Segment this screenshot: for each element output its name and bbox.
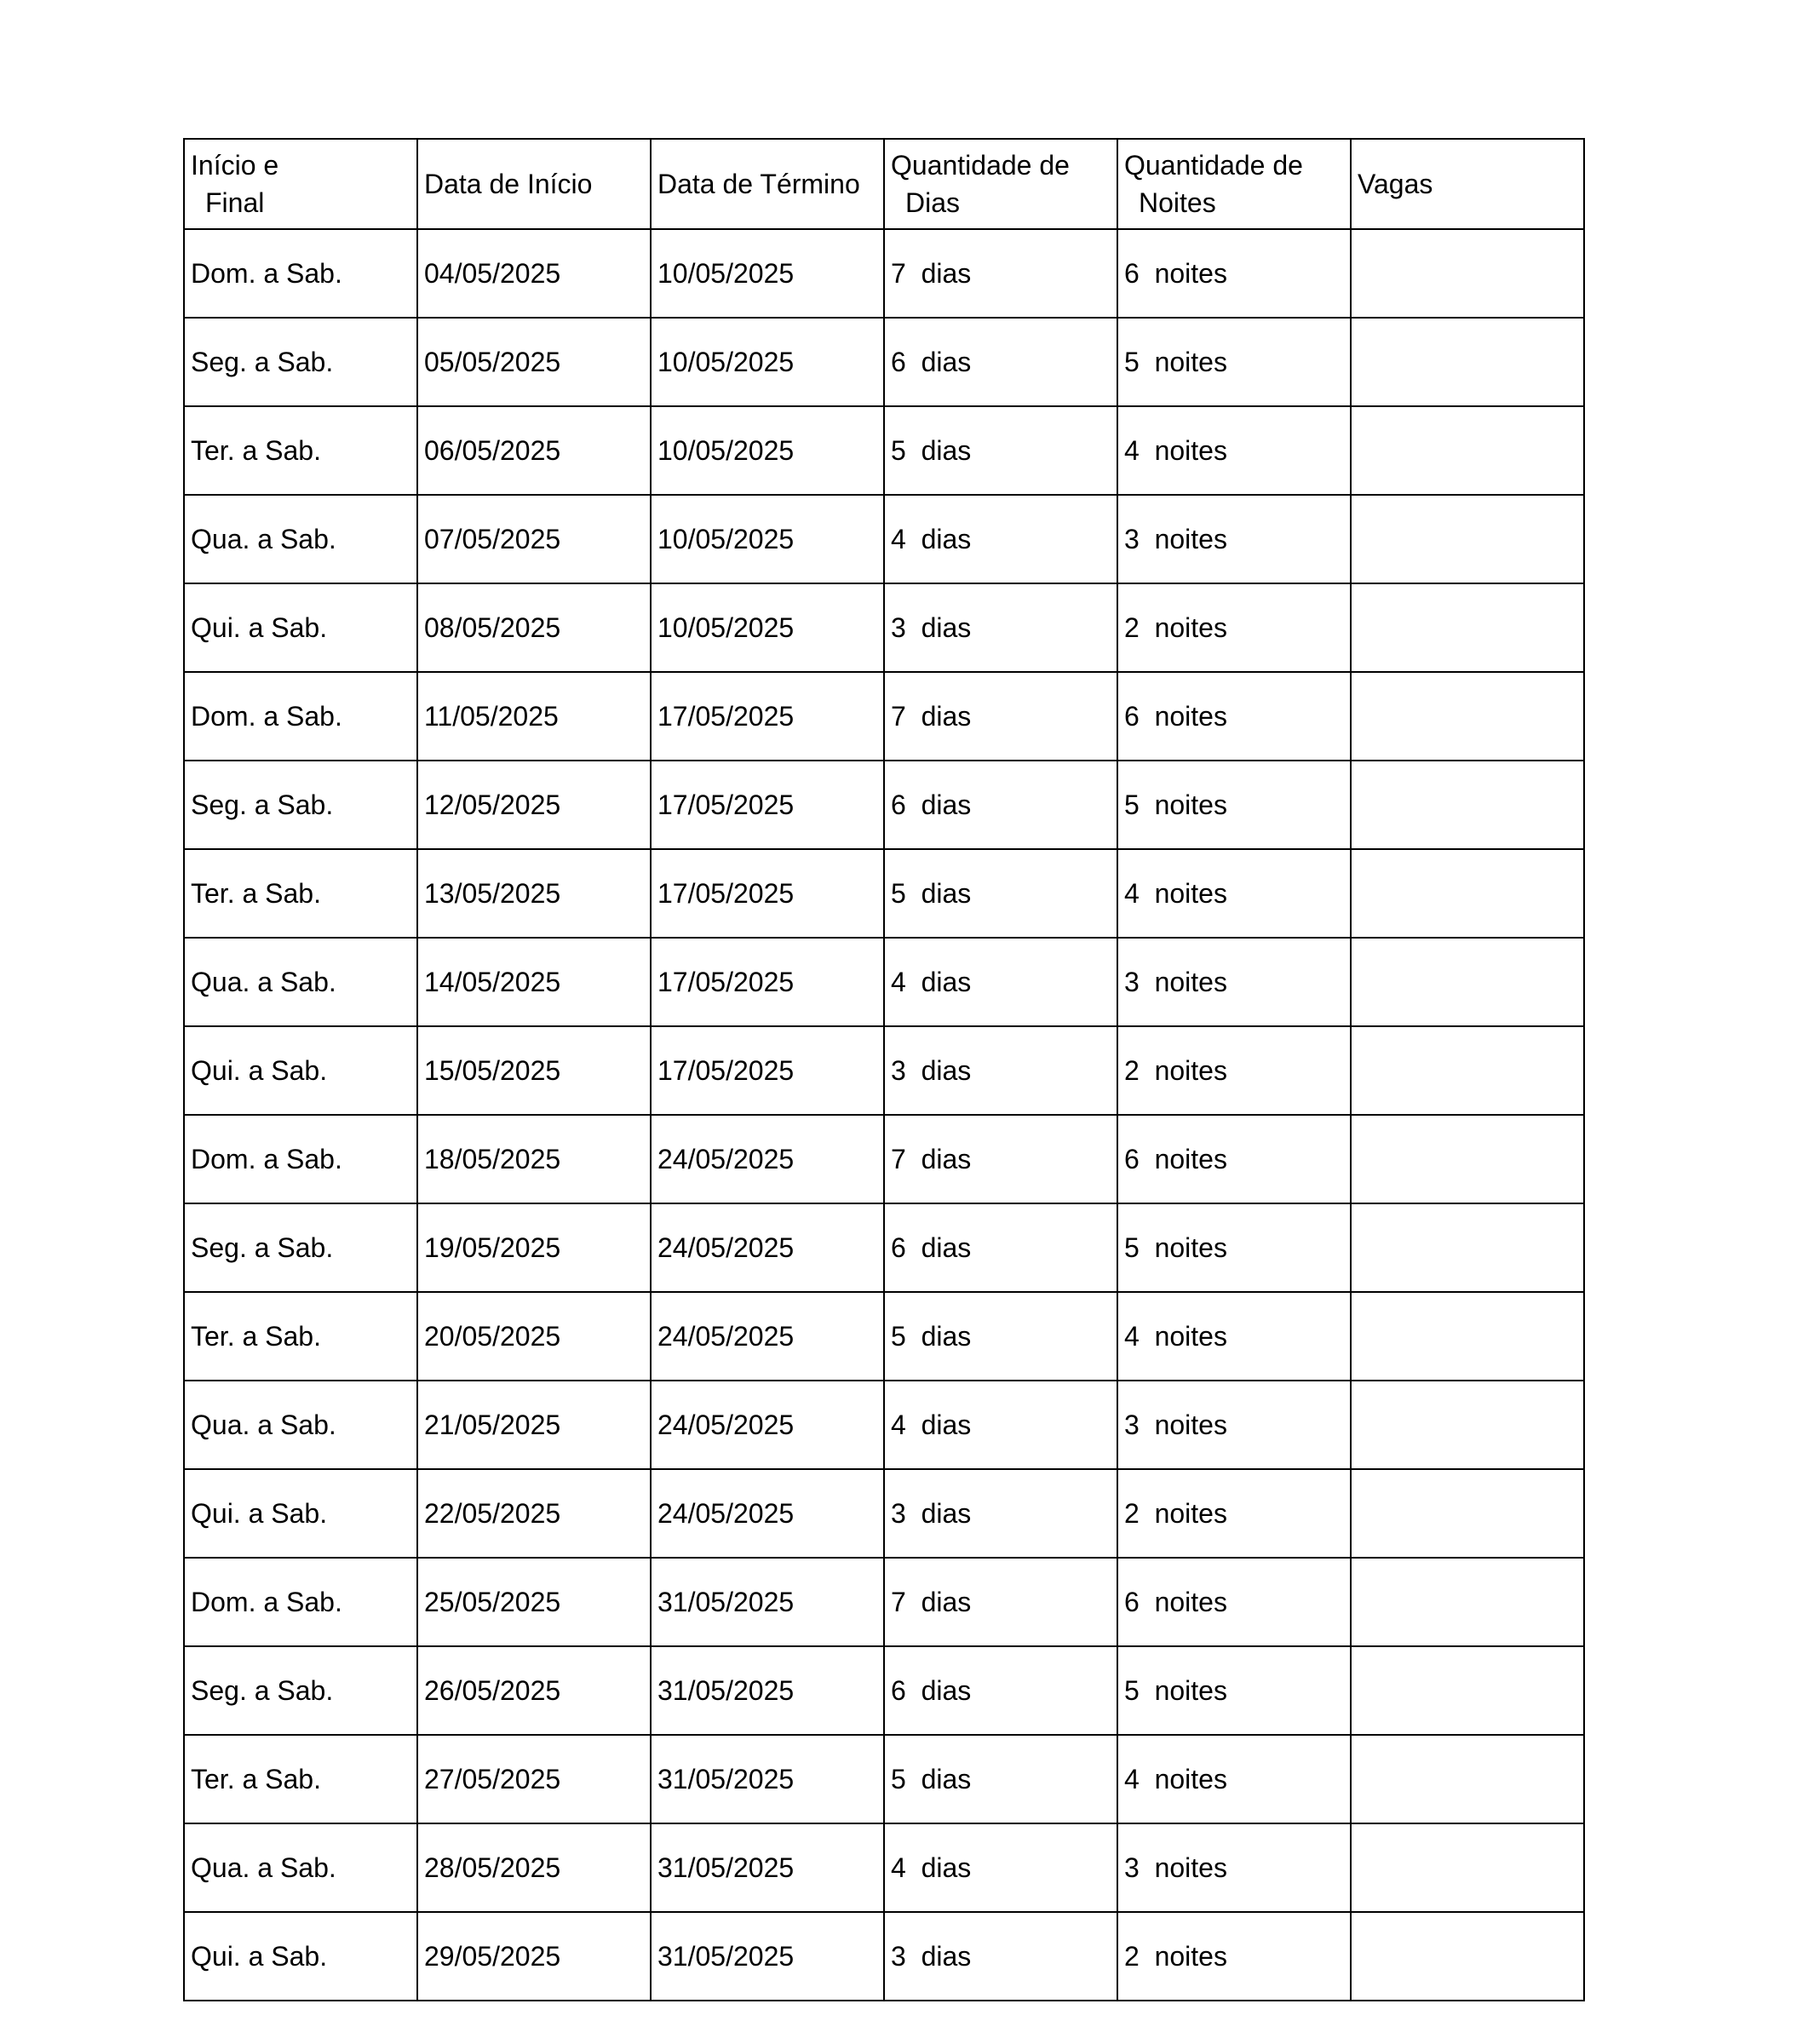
header-qtd-noites-line2: Noites [1139, 187, 1216, 218]
header-data-inicio: Data de Início [417, 139, 651, 229]
cell-qtd-noites: 6 noites [1117, 672, 1351, 761]
cell-data-inicio: 22/05/2025 [417, 1469, 651, 1558]
cell-qtd-noites: 2 noites [1117, 1912, 1351, 2001]
cell-data-inicio: 27/05/2025 [417, 1735, 651, 1823]
table-row [184, 1646, 1584, 1735]
cell-periodo: Seg. a Sab. [184, 1203, 417, 1292]
cell-data-termino: 10/05/2025 [651, 495, 884, 583]
cell-data-termino: 17/05/2025 [651, 1026, 884, 1115]
cell-data-inicio: 18/05/2025 [417, 1115, 651, 1203]
cell-data-inicio: 13/05/2025 [417, 849, 651, 938]
cell-data-termino: 31/05/2025 [651, 1735, 884, 1823]
cell-qtd-noites: 4 noites [1117, 849, 1351, 938]
table-body [184, 229, 1584, 2001]
cell-qtd-dias: 3 dias [884, 1469, 1117, 1558]
header-qtd-dias [884, 139, 1117, 229]
cell-qtd-noites: 5 noites [1117, 761, 1351, 849]
cell-data-inicio: 19/05/2025 [417, 1203, 651, 1292]
cell-qtd-dias: 5 dias [884, 1735, 1117, 1823]
cell-qtd-noites: 3 noites [1117, 938, 1351, 1026]
table-row [184, 229, 1584, 318]
table-row [184, 318, 1584, 406]
table-row [184, 938, 1584, 1026]
table-row [184, 1735, 1584, 1823]
cell-qtd-dias: 7 dias [884, 1558, 1117, 1646]
table-row [184, 1292, 1584, 1381]
cell-qtd-noites: 5 noites [1117, 1203, 1351, 1292]
cell-periodo: Dom. a Sab. [184, 672, 417, 761]
cell-vagas [1351, 1026, 1584, 1115]
cell-vagas [1351, 849, 1584, 938]
cell-periodo: Ter. a Sab. [184, 849, 417, 938]
cell-vagas [1351, 1735, 1584, 1823]
cell-qtd-noites: 3 noites [1117, 1381, 1351, 1469]
cell-periodo: Qua. a Sab. [184, 495, 417, 583]
table-row [184, 1203, 1584, 1292]
cell-vagas [1351, 1823, 1584, 1912]
cell-data-termino: 24/05/2025 [651, 1381, 884, 1469]
cell-data-termino: 31/05/2025 [651, 1558, 884, 1646]
cell-periodo: Qui. a Sab. [184, 1912, 417, 2001]
cell-data-inicio: 11/05/2025 [417, 672, 651, 761]
cell-vagas [1351, 1381, 1584, 1469]
cell-data-termino: 24/05/2025 [651, 1203, 884, 1292]
table-row [184, 495, 1584, 583]
table-row [184, 1912, 1584, 2001]
cell-data-inicio: 04/05/2025 [417, 229, 651, 318]
cell-qtd-noites: 4 noites [1117, 1292, 1351, 1381]
cell-data-inicio: 25/05/2025 [417, 1558, 651, 1646]
header-row [184, 139, 1584, 229]
cell-data-termino: 17/05/2025 [651, 849, 884, 938]
schedule-table [183, 138, 1585, 2001]
cell-periodo: Dom. a Sab. [184, 229, 417, 318]
cell-qtd-noites: 4 noites [1117, 1735, 1351, 1823]
cell-qtd-dias: 5 dias [884, 406, 1117, 495]
cell-periodo: Ter. a Sab. [184, 1292, 417, 1381]
cell-periodo: Qui. a Sab. [184, 583, 417, 672]
cell-vagas [1351, 1912, 1584, 2001]
cell-periodo: Qua. a Sab. [184, 938, 417, 1026]
table-row [184, 406, 1584, 495]
cell-data-termino: 17/05/2025 [651, 938, 884, 1026]
cell-periodo: Seg. a Sab. [184, 1646, 417, 1735]
header-vagas: Vagas [1351, 139, 1584, 229]
cell-data-inicio: 08/05/2025 [417, 583, 651, 672]
cell-qtd-dias: 6 dias [884, 1646, 1117, 1735]
header-qtd-noites-line1: Quantidade de [1124, 150, 1303, 181]
cell-data-termino: 17/05/2025 [651, 672, 884, 761]
cell-qtd-noites: 5 noites [1117, 318, 1351, 406]
header-qtd-dias-line2: Dias [905, 187, 961, 218]
cell-qtd-dias: 3 dias [884, 1026, 1117, 1115]
cell-vagas [1351, 672, 1584, 761]
cell-vagas [1351, 761, 1584, 849]
table-row [184, 672, 1584, 761]
cell-qtd-dias: 3 dias [884, 583, 1117, 672]
cell-data-inicio: 21/05/2025 [417, 1381, 651, 1469]
cell-vagas [1351, 406, 1584, 495]
header-inicio-final [184, 139, 417, 229]
cell-periodo: Seg. a Sab. [184, 761, 417, 849]
cell-vagas [1351, 1203, 1584, 1292]
cell-data-inicio: 07/05/2025 [417, 495, 651, 583]
cell-qtd-noites: 5 noites [1117, 1646, 1351, 1735]
cell-qtd-dias: 7 dias [884, 229, 1117, 318]
cell-data-termino: 10/05/2025 [651, 583, 884, 672]
cell-periodo: Qui. a Sab. [184, 1026, 417, 1115]
cell-qtd-noites: 2 noites [1117, 583, 1351, 672]
cell-data-termino: 31/05/2025 [651, 1646, 884, 1735]
cell-data-termino: 24/05/2025 [651, 1292, 884, 1381]
cell-vagas [1351, 1558, 1584, 1646]
cell-data-inicio: 20/05/2025 [417, 1292, 651, 1381]
cell-data-termino: 31/05/2025 [651, 1912, 884, 2001]
cell-data-termino: 31/05/2025 [651, 1823, 884, 1912]
cell-vagas [1351, 1469, 1584, 1558]
cell-qtd-dias: 7 dias [884, 672, 1117, 761]
cell-vagas [1351, 1646, 1584, 1735]
cell-data-termino: 10/05/2025 [651, 318, 884, 406]
cell-vagas [1351, 1115, 1584, 1203]
cell-qtd-noites: 3 noites [1117, 1823, 1351, 1912]
cell-periodo: Seg. a Sab. [184, 318, 417, 406]
cell-data-inicio: 05/05/2025 [417, 318, 651, 406]
cell-data-inicio: 15/05/2025 [417, 1026, 651, 1115]
table-row [184, 1823, 1584, 1912]
header-inicio-final-line2: Final [205, 187, 265, 218]
cell-periodo: Dom. a Sab. [184, 1558, 417, 1646]
cell-periodo: Qui. a Sab. [184, 1469, 417, 1558]
cell-periodo: Ter. a Sab. [184, 406, 417, 495]
cell-vagas [1351, 1292, 1584, 1381]
cell-qtd-dias: 5 dias [884, 1292, 1117, 1381]
cell-data-termino: 24/05/2025 [651, 1115, 884, 1203]
cell-periodo: Qua. a Sab. [184, 1381, 417, 1469]
cell-qtd-dias: 4 dias [884, 938, 1117, 1026]
table-row [184, 849, 1584, 938]
header-qtd-dias-line1: Quantidade de [891, 150, 1070, 181]
cell-data-inicio: 28/05/2025 [417, 1823, 651, 1912]
cell-qtd-dias: 5 dias [884, 849, 1117, 938]
cell-periodo: Ter. a Sab. [184, 1735, 417, 1823]
cell-data-inicio: 14/05/2025 [417, 938, 651, 1026]
cell-qtd-noites: 6 noites [1117, 1115, 1351, 1203]
cell-data-inicio: 29/05/2025 [417, 1912, 651, 2001]
table-row [184, 583, 1584, 672]
cell-periodo: Qua. a Sab. [184, 1823, 417, 1912]
cell-data-termino: 10/05/2025 [651, 406, 884, 495]
cell-qtd-noites: 3 noites [1117, 495, 1351, 583]
header-data-termino: Data de Término [651, 139, 884, 229]
header-qtd-noites [1117, 139, 1351, 229]
cell-data-termino: 17/05/2025 [651, 761, 884, 849]
cell-qtd-dias: 6 dias [884, 761, 1117, 849]
cell-qtd-dias: 6 dias [884, 318, 1117, 406]
cell-qtd-noites: 6 noites [1117, 1558, 1351, 1646]
header-inicio-final-line1: Início e [191, 150, 279, 181]
cell-vagas [1351, 938, 1584, 1026]
cell-vagas [1351, 583, 1584, 672]
cell-qtd-dias: 4 dias [884, 495, 1117, 583]
cell-periodo: Dom. a Sab. [184, 1115, 417, 1203]
cell-qtd-noites: 2 noites [1117, 1469, 1351, 1558]
table-row [184, 1381, 1584, 1469]
table-row [184, 1558, 1584, 1646]
cell-vagas [1351, 229, 1584, 318]
cell-qtd-dias: 6 dias [884, 1203, 1117, 1292]
cell-qtd-dias: 4 dias [884, 1823, 1117, 1912]
table-row [184, 1115, 1584, 1203]
cell-data-inicio: 26/05/2025 [417, 1646, 651, 1735]
cell-vagas [1351, 318, 1584, 406]
cell-data-inicio: 06/05/2025 [417, 406, 651, 495]
cell-data-termino: 10/05/2025 [651, 229, 884, 318]
table-row [184, 761, 1584, 849]
cell-qtd-dias: 4 dias [884, 1381, 1117, 1469]
cell-qtd-dias: 7 dias [884, 1115, 1117, 1203]
cell-qtd-noites: 4 noites [1117, 406, 1351, 495]
table-row [184, 1469, 1584, 1558]
cell-qtd-noites: 2 noites [1117, 1026, 1351, 1115]
cell-data-inicio: 12/05/2025 [417, 761, 651, 849]
table-row [184, 1026, 1584, 1115]
cell-vagas [1351, 495, 1584, 583]
cell-data-termino: 24/05/2025 [651, 1469, 884, 1558]
cell-qtd-dias: 3 dias [884, 1912, 1117, 2001]
cell-qtd-noites: 6 noites [1117, 229, 1351, 318]
